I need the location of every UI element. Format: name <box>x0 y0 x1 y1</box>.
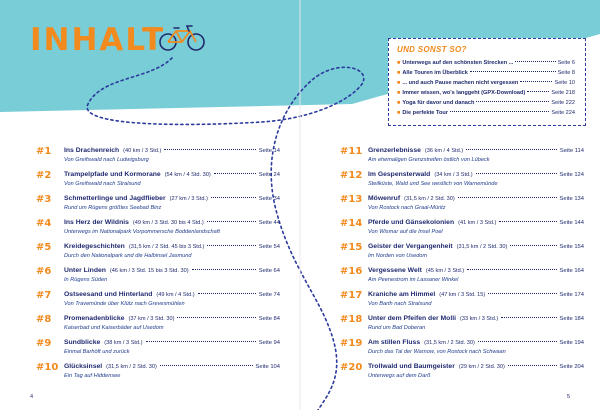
tour-distance: (54 km / 4 Std. 30) <box>164 172 211 178</box>
tour-name: Promenadenblicke <box>64 315 125 322</box>
info-box <box>388 38 586 126</box>
tour-entry[interactable] <box>340 194 584 220</box>
tour-name: Schmetterlinge und Jagdflieber <box>64 195 166 202</box>
tour-number: #2 <box>36 170 52 181</box>
tour-number: #17 <box>340 290 363 301</box>
tour-page: Seite 184 <box>559 316 584 322</box>
tour-entry[interactable] <box>340 314 584 340</box>
tour-page: Seite 34 <box>258 196 280 202</box>
tour-number: #3 <box>36 194 52 205</box>
tour-entry[interactable] <box>340 338 584 364</box>
tour-distance: (47 km / 3 Std. 15) <box>439 292 486 298</box>
info-box-item: ■ ... und auch Pause machen nicht vergessen Seite 10 <box>397 80 575 86</box>
tour-number: #19 <box>340 338 363 349</box>
tour-number: #10 <box>36 362 59 373</box>
tour-page: Seite 174 <box>559 292 584 298</box>
tour-page: Seite 94 <box>258 340 280 346</box>
tour-number: #6 <box>36 266 52 277</box>
tour-distance: (37 km / 3 Std. 30) <box>128 316 175 322</box>
tour-name: Am stillen Fluss <box>368 339 421 346</box>
tour-entry[interactable] <box>36 314 280 340</box>
info-box-title: UND SONST SO? <box>397 45 467 54</box>
tour-subtitle: Steilküste, Wald und See westlich von Warnemünde <box>368 181 498 187</box>
info-box-item: ■ Alle Touren im Überblick Seite 8 <box>397 70 575 76</box>
tour-subtitle: Von Travemünde über Klütz nach Grevesmühlen <box>64 301 185 307</box>
tour-distance: (31,5 km / 2 Std. 30) <box>404 196 455 202</box>
tour-distance: (45 km / 3 Std.) <box>425 268 465 274</box>
bullet-icon: ■ <box>397 80 401 86</box>
tour-page: Seite 54 <box>258 244 280 250</box>
tour-subtitle: In Rügens Süden <box>64 277 108 283</box>
tour-subtitle: Von Wismar auf die Insel Poel <box>368 229 443 235</box>
info-box-item: ■ Unterwegs auf den schönsten Strecken ... Seite 6 <box>397 60 575 66</box>
tour-distance: (49 km / 4 Std.) <box>156 292 195 298</box>
tour-entry[interactable] <box>36 338 280 364</box>
tour-number: #7 <box>36 290 52 301</box>
tour-name: Grenzerlebnisse <box>368 147 421 154</box>
tour-subtitle: Kaiserbad und Kaiserbäder auf Usedom <box>64 325 164 331</box>
bicycle-icon <box>158 24 206 52</box>
tour-entry[interactable] <box>340 242 584 268</box>
tour-entry[interactable] <box>340 170 584 196</box>
bullet-icon: ■ <box>397 100 401 106</box>
tour-name: Kreidegeschichten <box>64 243 125 250</box>
info-box-item: ■ Immer wissen, wo's langgeht (GPX-Download) Seite 218 <box>397 90 575 96</box>
tour-number: #18 <box>340 314 363 325</box>
tour-subtitle: Durch den Nationalpark und die Halbinsel Jasmund <box>64 253 192 259</box>
tour-page: Seite 164 <box>559 268 584 274</box>
tour-distance: (27 km / 3 Std.) <box>169 196 208 202</box>
tour-subtitle: Im Norden von Usedom <box>368 253 428 259</box>
tour-subtitle: Von Greifswald nach Ludwigsburg <box>64 157 149 163</box>
tour-page: Seite 64 <box>258 268 280 274</box>
tour-entry[interactable] <box>36 242 280 268</box>
tour-number: #12 <box>340 170 363 181</box>
tour-number: #13 <box>340 194 363 205</box>
tour-name: Geister der Vergangenheit <box>368 243 453 250</box>
bullet-icon: ■ <box>397 60 401 66</box>
tour-page: Seite 14 <box>258 148 280 154</box>
tour-page: Seite 24 <box>258 172 280 178</box>
page-number-right: 5 <box>566 394 570 400</box>
tour-page: Seite 74 <box>258 292 280 298</box>
bullet-icon: ■ <box>397 110 401 116</box>
tour-name: Möwenruf <box>368 195 401 202</box>
tour-subtitle: Am ehemaligen Grenzstreifen östlich von Lübeck <box>368 157 490 163</box>
tour-page: Seite 44 <box>258 220 280 226</box>
tour-entry[interactable] <box>36 194 280 220</box>
tour-name: Sundblicke <box>64 339 101 346</box>
tour-distance: (36 km / 4 Std.) <box>424 148 464 154</box>
tour-distance: (41 km / 3 Std.) <box>458 220 497 226</box>
tour-number: #5 <box>36 242 52 253</box>
tour-name: Unter Linden <box>64 267 106 274</box>
tour-name: Trollwald und Baumgeister <box>368 363 455 370</box>
tour-subtitle: Einmal Barhöft und zurück <box>64 349 130 355</box>
tour-subtitle: Unterwegs auf dem Darß <box>368 373 431 379</box>
tour-subtitle: Am Peenestrom im Lassaner Winkel <box>368 277 459 283</box>
tour-name: Glücksinsel <box>64 363 103 370</box>
tour-entry[interactable] <box>36 146 280 172</box>
tour-number: #20 <box>340 362 363 373</box>
tour-entry[interactable] <box>36 218 280 244</box>
tour-name: Ins Herz der Wildnis <box>64 219 129 226</box>
tour-number: #8 <box>36 314 52 325</box>
tour-distance: (49 km / 3 Std. 30 bis 4 Std.) <box>132 220 204 226</box>
tour-distance: (31,5 km / 2 Std. 30) <box>106 364 157 370</box>
tour-page: Seite 104 <box>255 364 280 370</box>
tour-entry[interactable] <box>340 218 584 244</box>
tour-name: Kraniche am Himmel <box>368 291 436 298</box>
tour-entry[interactable] <box>340 266 584 292</box>
tour-page: Seite 154 <box>559 244 584 250</box>
tour-number: #15 <box>340 242 363 253</box>
tour-page: Seite 84 <box>258 316 280 322</box>
tour-entry[interactable] <box>340 146 584 172</box>
info-box-item: ■ Die perfekte Tour Seite 224 <box>397 110 575 116</box>
tour-name: Pferde und Gänsekolonien <box>368 219 455 226</box>
page-number-left: 4 <box>30 394 34 400</box>
tour-number: #9 <box>36 338 52 349</box>
tour-entry[interactable] <box>36 170 280 196</box>
tour-page: Seite 114 <box>559 148 584 154</box>
tour-entry[interactable] <box>36 362 280 388</box>
tour-page: Seite 194 <box>559 340 584 346</box>
tour-page: Seite 134 <box>559 196 584 202</box>
tour-distance: (31,5 km / 2 Std. 30) <box>424 340 475 346</box>
tour-entry[interactable] <box>36 290 280 316</box>
tour-number: #4 <box>36 218 52 229</box>
tour-distance: (29 km / 2 Std. 30) <box>458 364 505 370</box>
tour-name: Ostseesand und Hinterland <box>64 291 153 298</box>
tour-page: Seite 144 <box>559 220 584 226</box>
tour-subtitle: Von Barth nach Stralsund <box>368 301 432 307</box>
tour-page: Seite 124 <box>559 172 584 178</box>
tour-distance: (38 km / 3 Std.) <box>104 340 143 346</box>
tour-page: Seite 204 <box>559 364 584 370</box>
bullet-icon: ■ <box>397 90 401 96</box>
tour-distance: (31,5 km / 2 Std. 45 bis 3 Std.) <box>128 244 205 250</box>
tour-number: #11 <box>340 146 363 157</box>
tour-subtitle: Rund um Rügens größtes Seebad Binz <box>64 205 162 211</box>
tour-name: Trampelpfade und Kormorane <box>64 171 161 178</box>
tour-distance: (40 km / 3 Std.) <box>123 148 162 154</box>
tour-entry[interactable] <box>340 290 584 316</box>
tour-subtitle: Ein Tag auf Hiddensee <box>64 373 121 379</box>
tour-subtitle: Durch das Tal der Warnow, von Rostock nach Schwaan <box>368 349 506 355</box>
tour-distance: (31,5 km / 2 Std. 30) <box>456 244 508 250</box>
page-title: INHALT <box>30 22 166 58</box>
tour-distance: (33 km / 3 Std.) <box>460 316 499 322</box>
tour-entry[interactable] <box>36 266 280 292</box>
tour-entry[interactable] <box>340 362 584 388</box>
bullet-icon: ■ <box>397 70 401 76</box>
tour-name: Vergessene Welt <box>368 267 422 274</box>
tour-subtitle: Von Greifswald nach Stralsund <box>64 181 141 187</box>
tour-subtitle: Von Rostock nach Graal-Müritz <box>368 205 446 211</box>
tour-distance: (46 km / 3 Std. 15 bis 3 Std. 30) <box>109 268 189 274</box>
tour-subtitle: Rund um Bad Doberan <box>368 325 426 331</box>
tour-name: Im Gespensterwald <box>368 171 431 178</box>
tour-subtitle: Unterwegs im Nationalpark Vorpommersche Boddenlandschaft <box>64 229 220 235</box>
tour-number: #16 <box>340 266 363 277</box>
tour-name: Unter dem Pfeifen der Molli <box>368 315 456 322</box>
info-box-item: ■ Yoga für davor und danach Seite 222 <box>397 100 575 106</box>
tour-distance: (34 km / 3 Std.) <box>434 172 473 178</box>
tour-number: #1 <box>36 146 52 157</box>
tour-number: #14 <box>340 218 363 229</box>
tour-name: Ins Drachenreich <box>64 147 120 154</box>
